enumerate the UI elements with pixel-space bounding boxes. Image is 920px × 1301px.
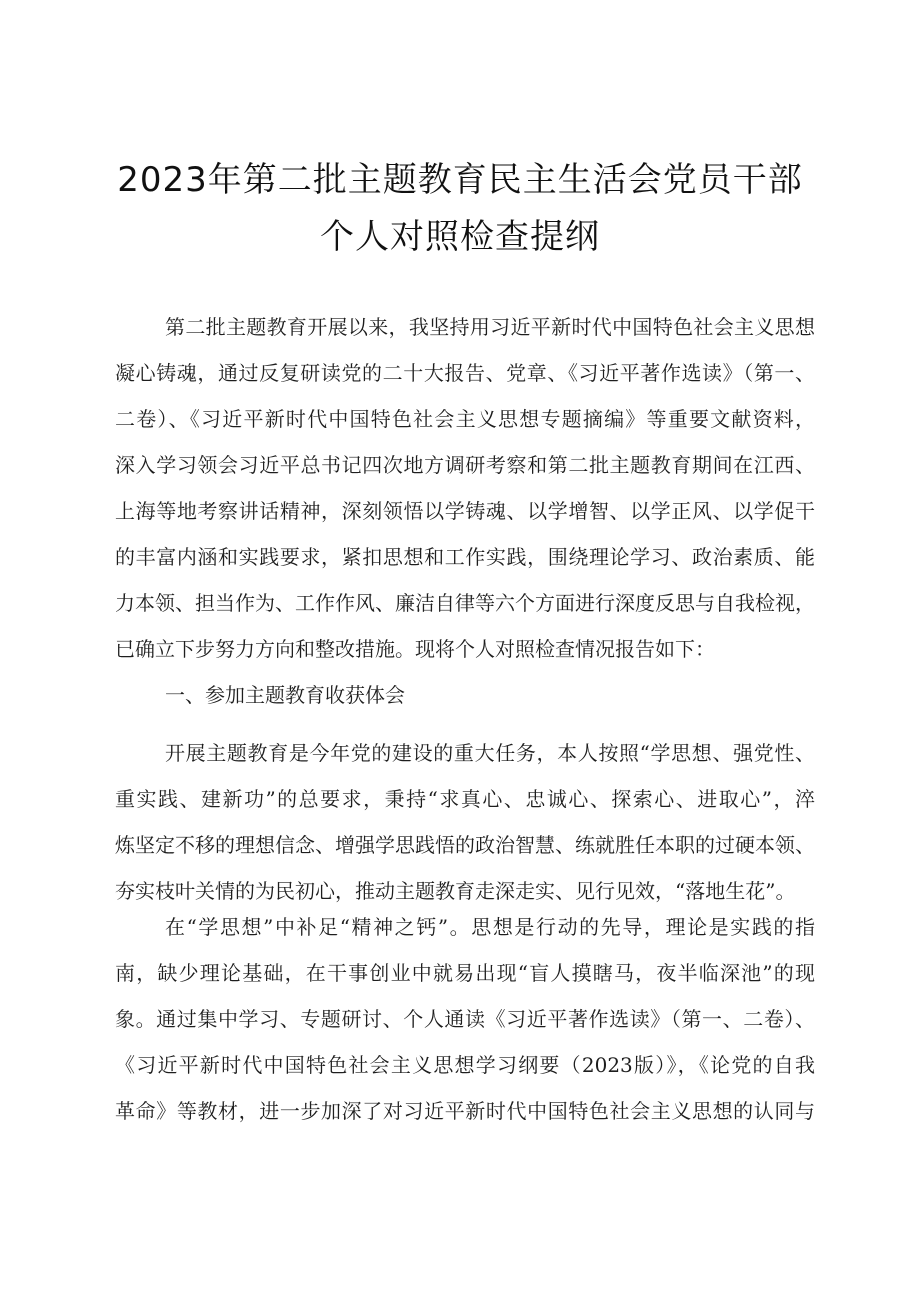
document-title-line-2: 个人对照检查提纲 [320,217,600,257]
paragraph-1-line-6: 的丰富内涵和实践要求，紧扣思想和工作实践，围绕理论学习、政治素质、能 [115,545,815,569]
paragraph-1-line-5: 上海等地考察讲话精神，深刻领悟以学铸魂、以学增智、以学正风、以学促干 [115,499,815,523]
paragraph-3-line-3: 炼坚定不移的理想信念、增强学思践悟的政治智慧、练就胜任本职的过硬本领、 [115,833,815,857]
paragraph-1-line-7: 力本领、担当作为、工作作风、廉洁自律等六个方面进行深度反思与自我检视， [115,591,815,615]
paragraph-4-line-1: 在“学思想”中补足“精神之钙”。思想是行动的先导，理论是实践的指 [165,915,815,939]
paragraph-3-line-4: 夯实枝叶关情的为民初心，推动主题教育走深走实、见行见效，“落地生花”。 [115,879,796,903]
paragraph-1-line-4: 深入学习领会习近平总书记四次地方调研考察和第二批主题教育期间在江西、 [115,453,815,477]
paragraph-3-line-1: 开展主题教育是今年党的建设的重大任务，本人按照“学思想、强党性、 [165,741,815,765]
paragraph-4-line-5: 革命》等教材，进一步加深了对习近平新时代中国特色社会主义思想的认同与 [115,1099,815,1123]
paragraph-1-line-8: 已确立下步努力方向和整改措施。现将个人对照检查情况报告如下： [115,637,715,661]
paragraph-1-line-2: 凝心铸魂，通过反复研读党的二十大报告、党章、《习近平著作选读》（第一、 [115,361,815,385]
paragraph-4-line-4: 《习近平新时代中国特色社会主义思想学习纲要（2023版）》，《论党的自我 [115,1053,815,1077]
paragraph-4-line-2: 南，缺少理论基础，在干事创业中就易出现“盲人摸瞎马，夜半临深池”的现 [115,961,815,985]
document-title-line-1: 2023年第二批主题教育民主生活会党员干部 [117,160,803,200]
paragraph-4-line-3: 象。通过集中学习、专题研讨、个人通读《习近平著作选读》（第一、二卷）、 [115,1007,815,1031]
paragraph-1-line-3: 二卷）、《习近平新时代中国特色社会主义思想专题摘编》等重要文献资料， [115,407,815,431]
paragraph-3-line-2: 重实践、建新功”的总要求，秉持“求真心、忠诚心、探索心、进取心”，淬 [115,787,815,811]
paragraph-1-line-1: 第二批主题教育开展以来，我坚持用习近平新时代中国特色社会主义思想 [165,315,815,339]
section-heading-1: 一、参加主题教育收获体会 [165,683,405,707]
